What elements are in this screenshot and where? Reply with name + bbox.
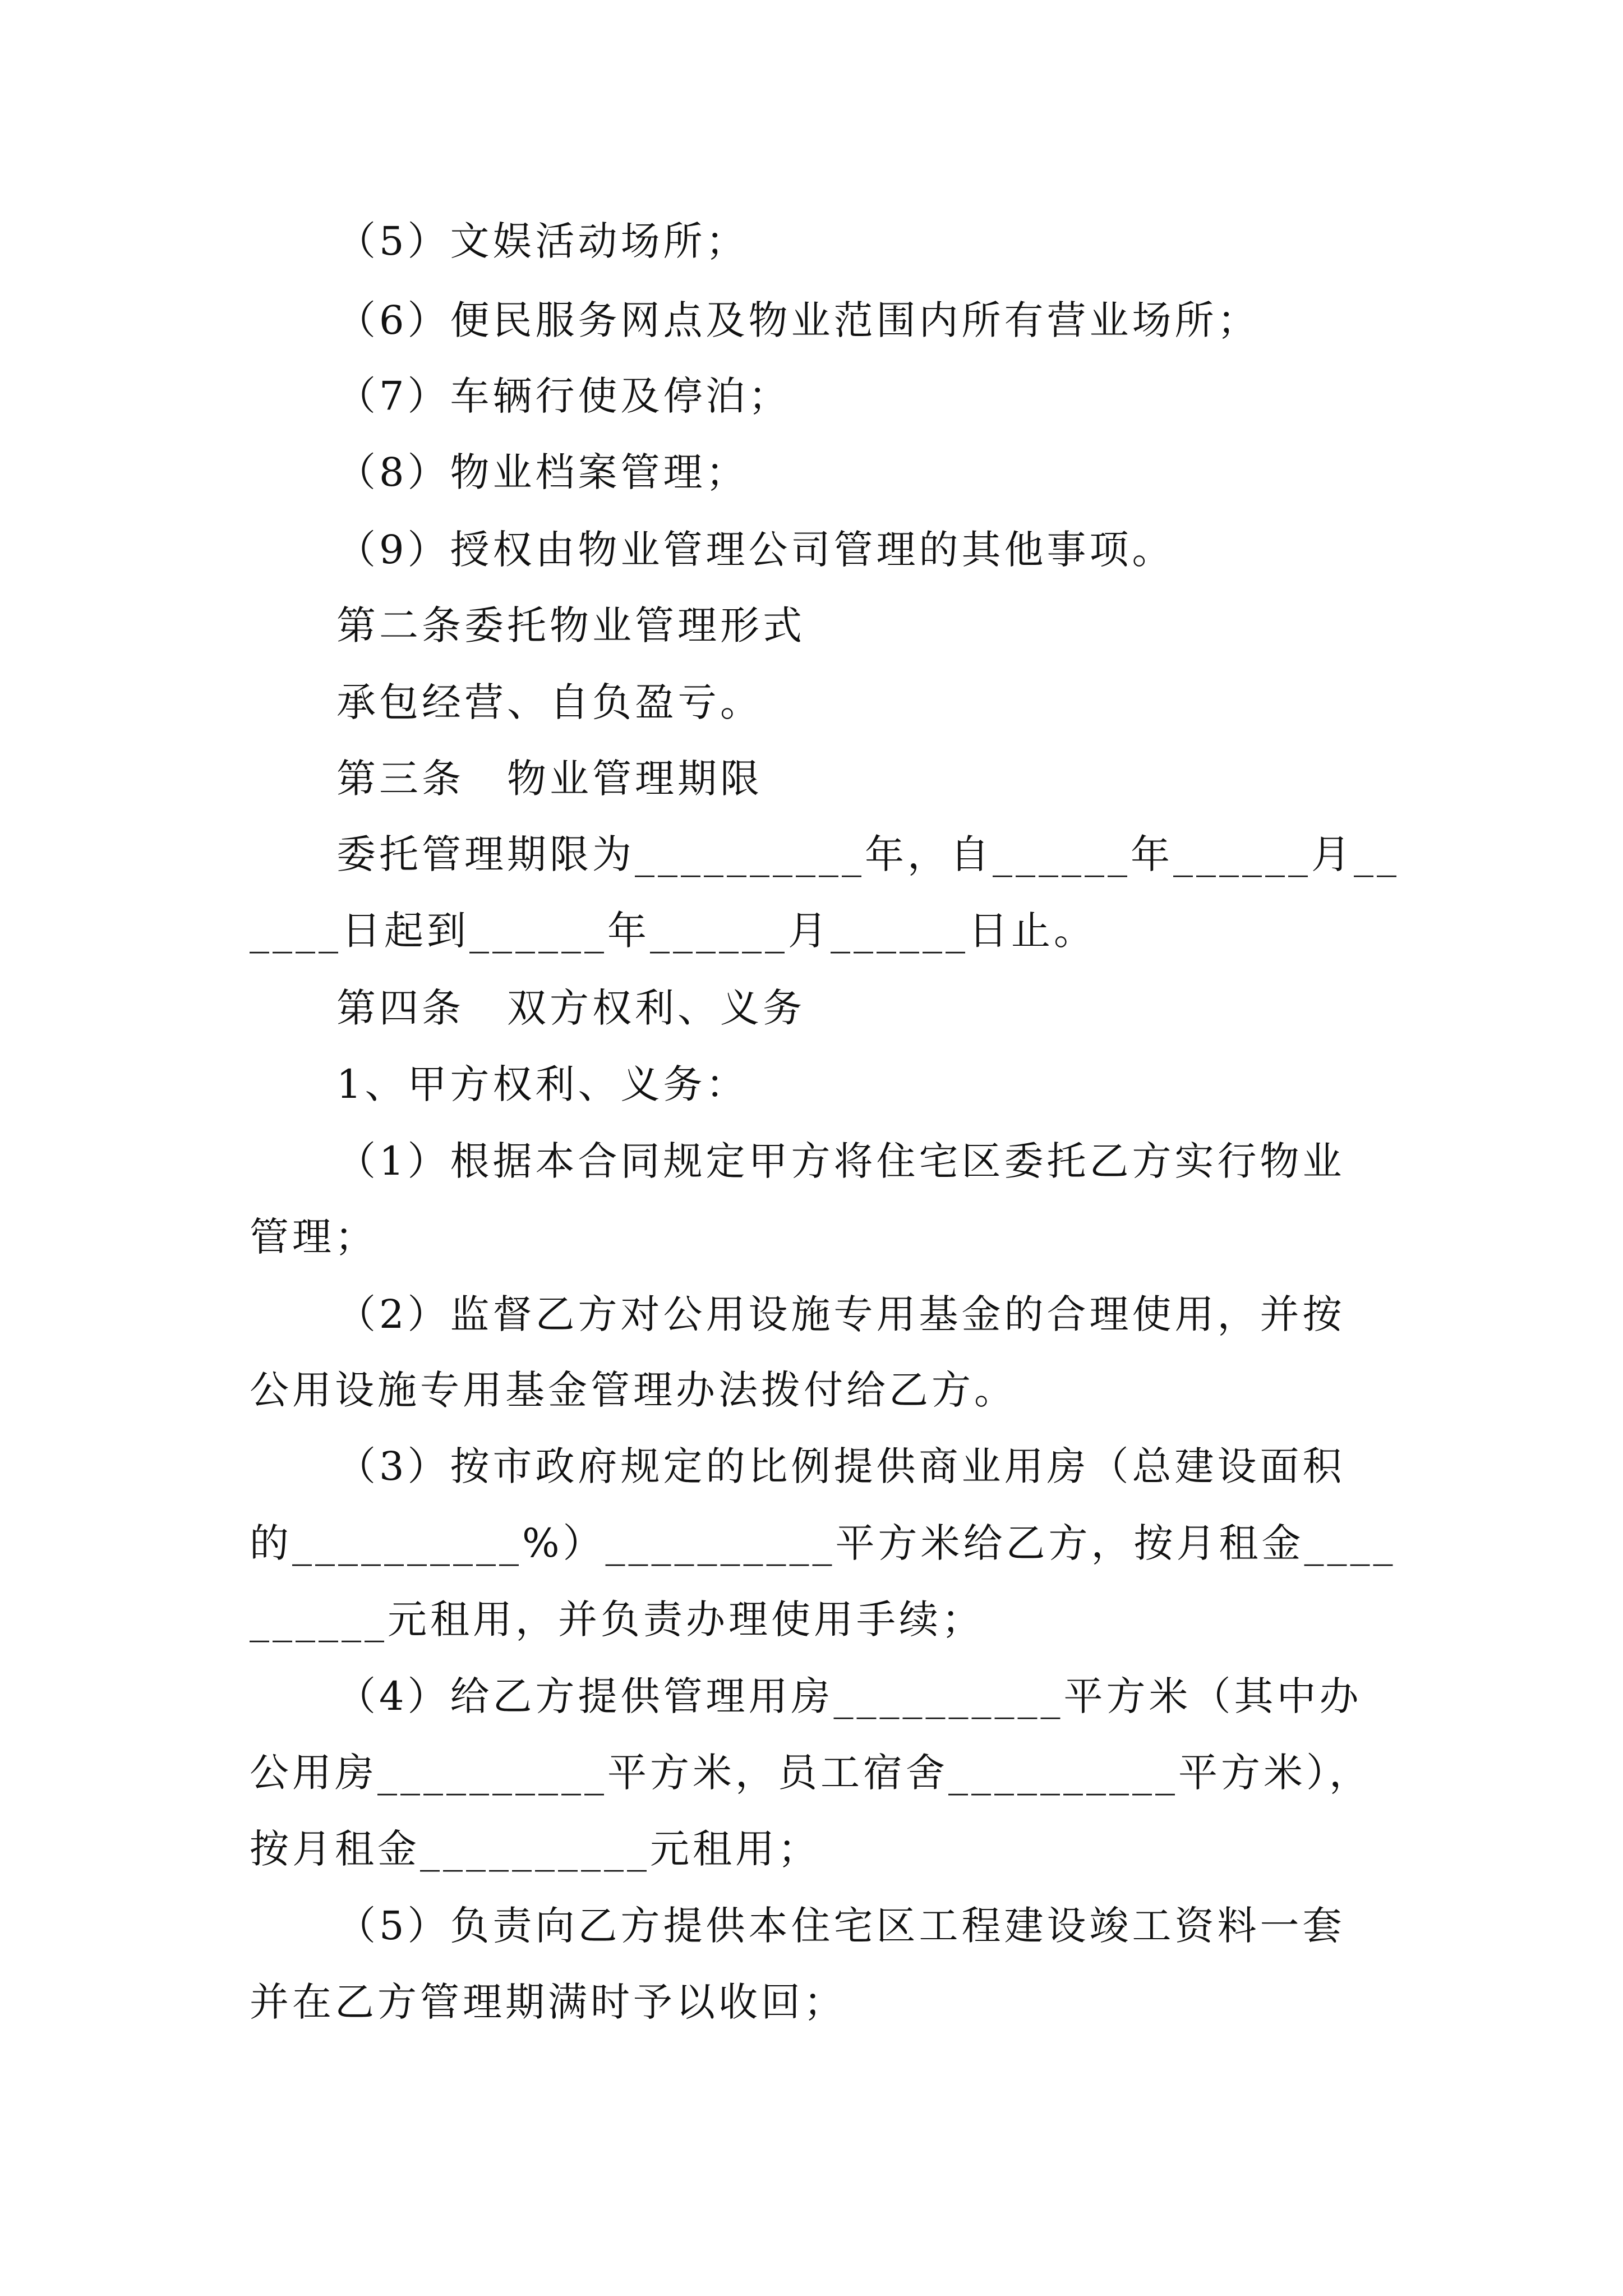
party-a-item-4-line-2: 公用房__________平方米，员工宿舍__________平方米）， [250,1750,1372,1796]
item-7-vehicles: （7）车辆行使及停泊； [336,373,791,419]
party-a-item-3-line-2: 的__________%）__________平方米给乙方，按月租金____ [250,1520,1396,1566]
party-a-item-1-line-2: 管理； [250,1214,377,1260]
article-2-body: 承包经营、自负盈亏。 [336,679,763,725]
item-8-archives: （8）物业档案管理； [336,449,749,495]
article-3-body-line-2: ____日起到______年______月______日止。 [250,908,1096,954]
article-3-heading: 第三条 物业管理期限 [336,756,763,802]
party-a-item-1-line-1: （1）根据本合同规定甲方将住宅区委托乙方实行物业 [336,1138,1345,1184]
party-a-item-2-line-2: 公用设施专用基金管理办法拨付给乙方。 [250,1367,1017,1413]
article-4-heading: 第四条 双方权利、义务 [336,985,805,1031]
article-2-heading: 第二条委托物业管理形式 [336,602,805,648]
item-5-recreation-venues: （5）文娱活动场所； [336,218,749,264]
item-9-other-matters: （9）授权由物业管理公司管理的其他事项。 [336,527,1175,573]
party-a-item-5-line-1: （5）负责向乙方提供本住宅区工程建设竣工资料一套 [336,1903,1345,1949]
party-a-item-4-line-3: 按月租金__________元租用； [250,1826,820,1872]
item-6-service-outlets: （6）便民服务网点及物业范围内所有营业场所； [336,297,1260,343]
party-a-item-5-line-2: 并在乙方管理期满时予以收回； [250,1979,846,2025]
party-a-rights-heading: 1、甲方权利、义务： [336,1061,749,1107]
party-a-item-4-line-1: （4）给乙方提供管理用房__________平方米（其中办 [336,1673,1362,1719]
party-a-item-3-line-3: ______元租用，并负责办理使用手续； [250,1596,984,1642]
article-3-body-line-1: 委托管理期限为__________年，自______年______月__ [336,831,1400,877]
party-a-item-3-line-1: （3）按市政府规定的比例提供商业用房（总建设面积 [336,1443,1345,1489]
party-a-item-2-line-1: （2）监督乙方对公用设施专用基金的合理使用，并按 [336,1291,1345,1337]
